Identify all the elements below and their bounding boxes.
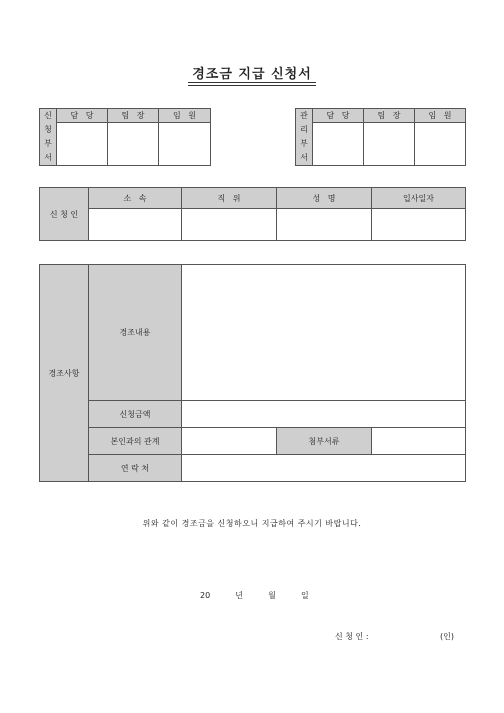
title-underline-double bbox=[188, 85, 316, 86]
content-field[interactable] bbox=[182, 265, 466, 401]
header-name: 성 명 bbox=[277, 188, 372, 209]
attachments-label: 첨부서류 bbox=[277, 428, 372, 455]
header-position: 직 위 bbox=[182, 188, 277, 209]
affiliation-field[interactable] bbox=[89, 209, 182, 241]
manage-dept-side-label: 관 리 부 서 bbox=[296, 109, 313, 166]
sign-cell-team-leader[interactable] bbox=[108, 122, 159, 165]
header-executive: 임 원 bbox=[159, 109, 211, 123]
sign-cell-staff[interactable] bbox=[57, 122, 108, 165]
header-staff: 담 당 bbox=[313, 109, 364, 123]
contact-label: 연 락 처 bbox=[89, 455, 182, 482]
header-team-leader: 팀 장 bbox=[364, 109, 415, 123]
relation-label: 본인과의 관계 bbox=[89, 428, 182, 455]
year-unit: 년 bbox=[235, 591, 244, 600]
header-executive: 임 원 bbox=[415, 109, 466, 123]
sign-cell-team-leader[interactable] bbox=[364, 122, 415, 165]
signature-label: 신 청 인 : bbox=[335, 632, 369, 641]
contact-field[interactable] bbox=[182, 455, 466, 482]
position-field[interactable] bbox=[182, 209, 277, 241]
relation-field[interactable] bbox=[182, 428, 277, 455]
sign-cell-staff[interactable] bbox=[313, 122, 364, 165]
year-prefix: 20 bbox=[200, 591, 211, 600]
condolence-details-table bbox=[39, 264, 466, 482]
content-label: 경조내용 bbox=[89, 265, 182, 401]
applicant-info-table bbox=[39, 187, 466, 241]
amount-field[interactable] bbox=[182, 401, 466, 428]
sign-cell-executive[interactable] bbox=[159, 122, 211, 165]
attachments-field[interactable] bbox=[372, 428, 466, 455]
month-unit: 월 bbox=[268, 591, 276, 600]
header-hire-date: 입사일자 bbox=[372, 188, 466, 209]
signature-seal: (인) bbox=[440, 632, 454, 641]
day-unit: 일 bbox=[300, 591, 309, 600]
title-underline bbox=[188, 82, 316, 83]
applicant-label: 신 청 인 bbox=[40, 188, 89, 241]
applicant-dept-approval-box bbox=[39, 108, 211, 166]
sign-cell-executive[interactable] bbox=[415, 122, 466, 165]
header-staff: 담 당 bbox=[57, 109, 108, 123]
header-team-leader: 팀 장 bbox=[108, 109, 159, 123]
hire-date-field[interactable] bbox=[372, 209, 466, 241]
document-title: 경조금 지급 신청서 bbox=[192, 67, 312, 82]
name-field[interactable] bbox=[277, 209, 372, 241]
applicant-dept-side-label: 신 청 부 서 bbox=[40, 109, 57, 166]
details-section-label: 경조사항 bbox=[40, 265, 89, 482]
manage-dept-approval-box bbox=[295, 108, 466, 166]
amount-label: 신청금액 bbox=[89, 401, 182, 428]
date-line bbox=[200, 590, 309, 601]
header-affiliation: 소 속 bbox=[89, 188, 182, 209]
request-statement: 위와 같이 경조금을 신청하오니 지급하여 주시기 바랍니다. bbox=[142, 519, 362, 528]
